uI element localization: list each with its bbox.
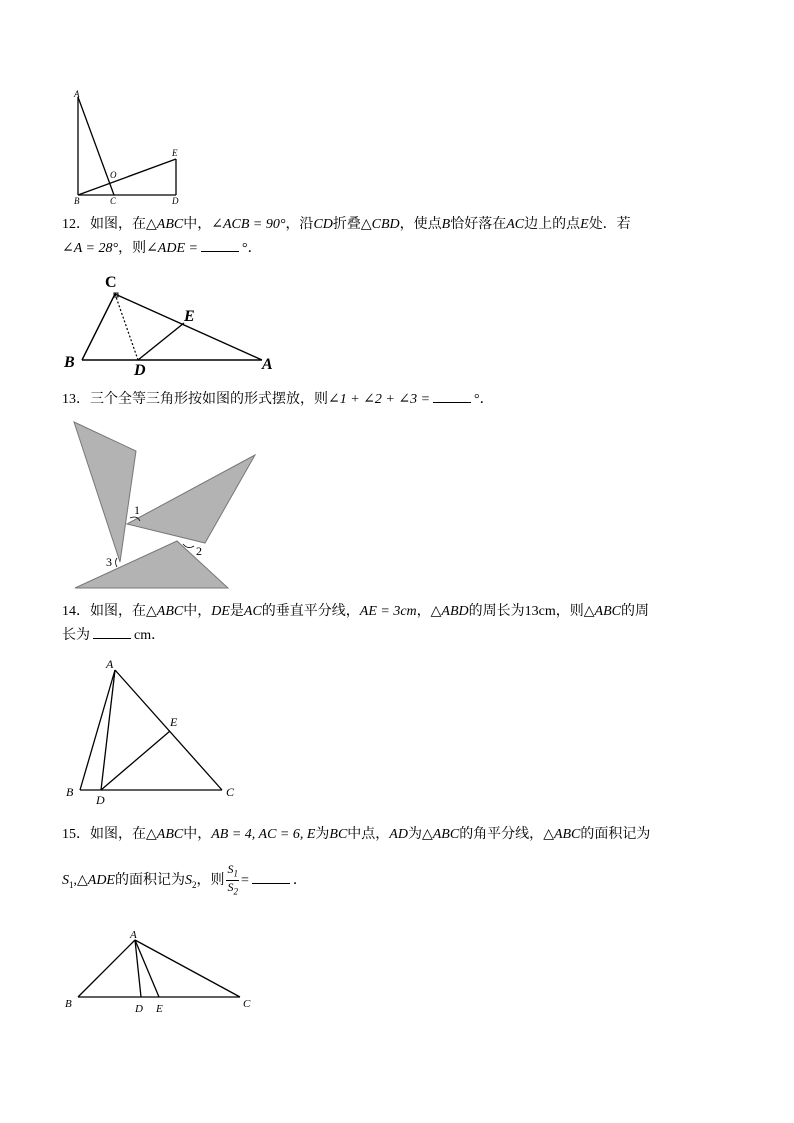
figure-q12	[60, 270, 290, 380]
figure-q11	[60, 85, 200, 210]
label-d: D	[96, 793, 105, 807]
label-1: 1	[134, 503, 140, 517]
fraction-s1-s2: $\frac{S_1}{S_2}$	[227, 862, 238, 897]
question-15-line2: $S_1,\triangle ADE$的面积记为$S_2$，则 $\frac{S_1}{S_2}$ = ．	[62, 862, 307, 897]
label-c: C	[226, 785, 235, 799]
figure-q15	[60, 925, 270, 1020]
label-e: E	[156, 1003, 163, 1015]
q12-line1: 12．如图，在△ABC中，∠ACB = 90°，沿CD折叠△CBD，使点B恰好落在AC边上的点E处．若	[62, 217, 631, 232]
label-o: O	[110, 170, 117, 180]
answer-blank-15[interactable]	[252, 871, 290, 884]
answer-blank-13[interactable]	[433, 390, 471, 403]
label-b: B	[64, 354, 75, 371]
label-a: A	[106, 657, 114, 671]
q14-line2: 长为 cm．	[62, 628, 166, 643]
q12-line2: ∠A = 28°，则∠ADE = °．	[62, 241, 262, 256]
question-12	[62, 213, 631, 261]
label-d: D	[134, 362, 146, 379]
question-13: 13．三个全等三角形按如图的形式摆放，则∠1 + ∠2 + ∠3 = °．	[62, 392, 494, 407]
question-14	[62, 600, 649, 648]
label-d: D	[172, 196, 179, 206]
label-2: 2	[196, 544, 202, 558]
figure-q14	[60, 655, 250, 810]
answer-blank-12[interactable]	[201, 239, 239, 252]
label-b: B	[65, 998, 72, 1010]
label-3: 3	[106, 555, 112, 569]
figure-q13	[60, 418, 270, 593]
label-a: A	[74, 89, 80, 99]
label-d: D	[135, 1003, 143, 1015]
label-e: E	[172, 148, 178, 158]
label-e: E	[170, 715, 178, 729]
label-e: E	[184, 308, 195, 325]
label-b: B	[66, 785, 74, 799]
label-a: A	[262, 356, 273, 373]
label-a: A	[130, 929, 137, 941]
label-c: C	[105, 274, 117, 291]
question-15: 15．如图，在△ABC中，AB = 4, AC = 6, E为BC中点，AD为△ABC的角平分线，△ABC的面积记为	[62, 827, 651, 842]
q14-line1: 14．如图，在△ABC中，DE是AC的垂直平分线，AE = 3cm，△ABD的周长为13cm，则△ABC的周	[62, 604, 649, 619]
label-b: B	[74, 196, 80, 206]
answer-blank-14[interactable]	[93, 626, 131, 639]
label-c: C	[243, 998, 251, 1010]
label-c: C	[110, 196, 117, 206]
